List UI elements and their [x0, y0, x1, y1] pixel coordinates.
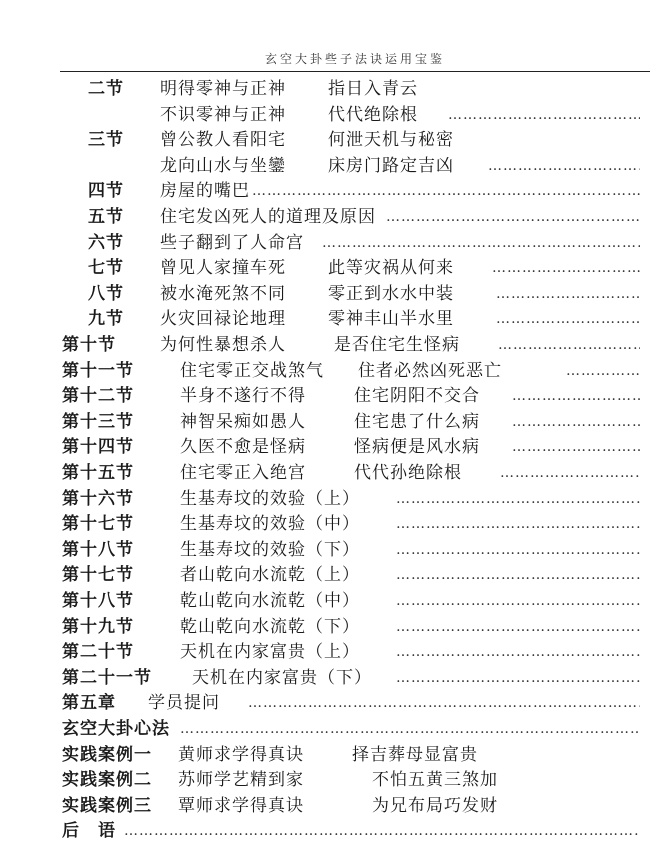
leader-dots [566, 358, 640, 384]
leader-dots [500, 460, 640, 486]
leader-dots [512, 434, 640, 460]
toc-entry-label: 实践案例三 [62, 795, 152, 816]
toc-entry-title: 覃师求学得真诀 [178, 795, 304, 816]
toc-entry-title: 黄师求学得真诀 [178, 744, 304, 765]
toc-entry-title: 住宅零正入绝宫 [180, 463, 306, 483]
leader-dots [448, 102, 640, 128]
toc-entry [0, 562, 650, 588]
toc-entry-label: 六节 [88, 232, 124, 253]
toc-entry [0, 588, 650, 614]
toc-entry [0, 793, 650, 819]
toc-entry-title: 天机在内家富贵（下） [192, 667, 372, 688]
toc-entry [0, 127, 650, 153]
toc-entry-title: 久医不愈是怪病 [180, 437, 306, 458]
toc-entry [0, 665, 650, 691]
toc-entry [0, 383, 650, 409]
leader-dots [496, 281, 640, 307]
toc-entry-label: 第十一节 [62, 360, 134, 381]
leader-dots [386, 204, 640, 230]
toc-entry [0, 511, 650, 537]
leader-dots [396, 588, 640, 614]
toc-entry-title: 神智呆痴如愚人 [180, 411, 306, 432]
toc-entry-title: 生基寿坟的效验（中） [180, 514, 360, 535]
toc-entry-title: 乾山乾向水流乾（中） [180, 591, 360, 611]
leader-dots [322, 230, 640, 256]
toc-entry-label: 第二十一节 [62, 667, 152, 688]
toc-entry-title: 不识零神与正神 [160, 104, 286, 125]
toc-entry-title: 半身不遂行不得 [180, 386, 306, 407]
toc-entry [0, 716, 650, 742]
toc-entry [0, 230, 650, 256]
leader-dots [396, 486, 640, 512]
toc-entry-title: 被水淹死煞不同 [160, 283, 286, 304]
toc-entry-subtitle: 住宅阴阳不交合 [354, 386, 480, 407]
toc-entry [0, 434, 650, 460]
leader-dots [124, 818, 640, 844]
toc-entry-title: 学员提问 [148, 693, 220, 714]
toc-entry-title: 乾山乾向水流乾（下） [180, 616, 360, 637]
toc-entry-title: 龙向山水与坐鑾 [160, 155, 286, 176]
leader-dots [396, 511, 640, 537]
toc-entry [0, 409, 650, 435]
toc-entry-label: 第二十节 [62, 642, 134, 663]
leader-dots [396, 562, 640, 588]
toc-entry [0, 818, 650, 844]
leader-dots [396, 614, 640, 640]
leader-dots [248, 690, 640, 716]
toc-entry-subtitle: 住宅患了什么病 [354, 411, 480, 432]
toc-entry-label: 第十三节 [62, 411, 134, 432]
toc-entry [0, 255, 650, 281]
toc-entry-subtitle: 代代孙绝除根 [354, 463, 462, 483]
leader-dots [498, 332, 640, 358]
toc-entry [0, 460, 650, 486]
toc-entry [0, 153, 650, 179]
leader-dots [396, 537, 640, 563]
toc-entry-label: 第十七节 [62, 565, 134, 586]
toc-entry-title: 者山乾向水流乾（上） [180, 565, 360, 586]
toc-entry [0, 690, 650, 716]
header-rule [60, 71, 650, 72]
toc-entry-title: 住宅发凶死人的道理及原因 [160, 207, 376, 227]
leader-dots [512, 409, 640, 435]
toc-entry-label: 五节 [88, 207, 124, 227]
toc-entry-title: 生基寿坟的效验（下） [180, 539, 360, 560]
toc-entry-label: 第十六节 [62, 488, 134, 509]
toc-entry [0, 204, 650, 230]
toc-entry-subtitle: 代代绝除根 [328, 104, 418, 125]
toc-entry-title: 曾公教人看阳宅 [160, 130, 286, 151]
toc-entry-subtitle: 何泄天机与秘密 [328, 130, 454, 151]
toc-entry-title: 房屋的嘴巴 [160, 181, 250, 202]
leader-dots [252, 178, 640, 204]
toc-entry-label: 后 语 [62, 821, 116, 842]
toc-entry-subtitle: 怪病便是风水病 [354, 437, 480, 458]
toc-entry-subtitle: 此等灾祸从何来 [328, 258, 454, 279]
running-header: 玄空大卦些子法诀运用宝鉴 [264, 52, 445, 66]
toc-entry-label: 第十七节 [62, 514, 134, 535]
leader-dots [512, 383, 640, 409]
toc-entry-label: 第十九节 [62, 616, 134, 637]
toc-entry-subtitle: 住者必然凶死恶亡 [358, 360, 502, 381]
toc-entry-title: 住宅零正交战煞气 [180, 360, 324, 381]
leader-dots [492, 255, 640, 281]
toc-entry-subtitle: 指日入青云 [328, 79, 418, 99]
toc-entry [0, 76, 650, 102]
toc-entry [0, 358, 650, 384]
leader-dots [396, 639, 640, 665]
toc-entry [0, 537, 650, 563]
toc-entry-label: 第十八节 [62, 539, 134, 560]
toc-entry [0, 486, 650, 512]
toc-entry-label: 四节 [88, 181, 124, 202]
toc-entry [0, 639, 650, 665]
toc-entry-subtitle: 零正到水水中装 [328, 283, 454, 304]
toc-entry-subtitle: 床房门路定吉凶 [328, 155, 454, 176]
toc-entry-title: 生基寿坟的效验（上） [180, 488, 360, 509]
toc-entry [0, 306, 650, 332]
toc-entry-title: 曾见人家撞车死 [160, 258, 286, 279]
toc-entry-label: 第十二节 [62, 386, 134, 407]
toc-entry-label: 七节 [88, 258, 124, 279]
toc-entry-label: 实践案例一 [62, 744, 152, 765]
leader-dots [396, 665, 640, 691]
toc-entry-title: 明得零神与正神 [160, 79, 286, 99]
toc-entry-subtitle: 不怕五黄三煞加 [372, 770, 498, 791]
toc-entry-label: 九节 [88, 309, 124, 330]
toc-entry-label: 第十节 [62, 335, 116, 355]
leader-dots [496, 306, 640, 332]
toc-entry-title: 为何性暴想杀人 [160, 335, 286, 355]
toc-entry-subtitle: 为兄布局巧发财 [372, 795, 498, 816]
toc-entry-subtitle: 零神丰山半水里 [328, 309, 454, 330]
toc-entry-label: 八节 [88, 283, 124, 304]
toc-entry-label: 实践案例二 [62, 770, 152, 791]
leader-dots [180, 716, 640, 742]
toc-entry-label: 第十八节 [62, 591, 134, 611]
toc-entry-title: 火灾回禄论地理 [160, 309, 286, 330]
toc-entry [0, 332, 650, 358]
toc-entry-subtitle: 是否住宅生怪病 [334, 335, 460, 355]
toc-entry [0, 767, 650, 793]
toc-entry-label: 三节 [88, 130, 124, 151]
toc-entry-label: 第五章 [62, 693, 116, 714]
toc-entry [0, 281, 650, 307]
toc-entry-label: 二节 [88, 79, 124, 99]
toc-entry-title: 些子翻到了人命宫 [160, 232, 304, 253]
toc-entry [0, 178, 650, 204]
toc-entry-label: 第十四节 [62, 437, 134, 458]
leader-dots [488, 153, 640, 179]
toc-entry [0, 614, 650, 640]
toc-entry-subtitle: 择吉葬母显富贵 [352, 744, 478, 765]
toc-entry-label: 玄空大卦心法 [62, 719, 170, 739]
toc-entry-label: 第十五节 [62, 463, 134, 483]
toc-entry-title: 天机在内家富贵（上） [180, 642, 360, 663]
toc-entry-title: 苏师学艺精到家 [178, 770, 304, 791]
toc-entry [0, 742, 650, 768]
toc-entry [0, 102, 650, 128]
